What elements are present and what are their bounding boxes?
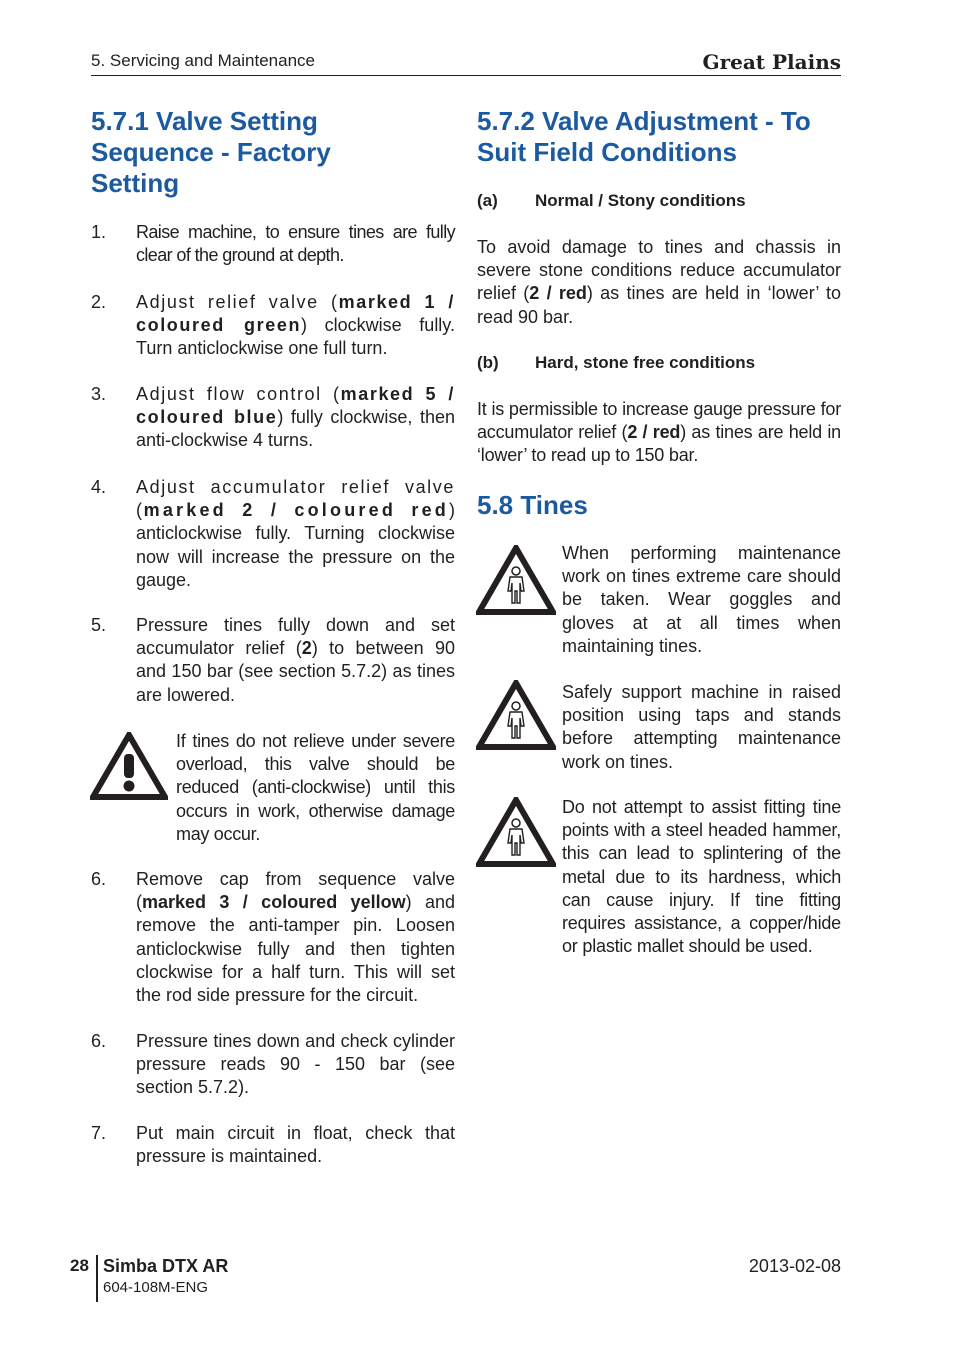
item-number: 3. <box>91 384 107 404</box>
warning-text-tines-care: When performing maintenance work on tines extreme care should be taken. Wear goggles and gloves at at all times when maintaining tines. <box>562 543 841 656</box>
item-text: Raise machine, to ensure tines are fully clear of the ground at depth. <box>136 222 455 266</box>
item-text: Adjust relief valve (marked 1 / coloured green) clockwise fully. Turn anticlockwise one full turn. <box>136 292 455 359</box>
warning-person-icon <box>476 545 556 615</box>
list-item <box>91 1122 455 1168</box>
footer-date: 2013-02-08 <box>748 1256 841 1276</box>
list-item <box>91 868 455 1007</box>
footer-divider <box>96 1255 98 1302</box>
item-text: Pressure tines fully down and set accumulator relief (2) to between 90 and 150 bar (see section 5.7.2) as tines are lowered. <box>136 615 455 705</box>
footer-model: Simba DTX AR <box>103 1256 229 1276</box>
item-text: Adjust accumulator relief valve (marked 2 / coloured red) anticlockwise fully. Turning clockwise now will increase the pressure on the gauge. <box>136 477 455 590</box>
footer-doc-code: 604-108M-ENG <box>103 1279 209 1296</box>
item-number: 7. <box>91 1123 107 1143</box>
item-number: 4. <box>91 477 107 497</box>
header-divider <box>91 75 841 76</box>
list-item <box>91 291 455 361</box>
item-number: 2. <box>91 292 107 312</box>
heading-valve-adjustment: 5.7.2 Valve Adjustment - To Suit Field Conditions <box>477 106 811 167</box>
warning-text-valve: If tines do not relieve under severe overload, this valve should be reduced (anti-clockwise) until this occurs in work, otherwise damage may occur. <box>176 731 455 844</box>
warning-text-support-machine: Safely support machine in raised position using taps and stands before attempting maintenance work on tines. <box>562 682 841 772</box>
item-text: Put main circuit in float, check that pressure is maintained. <box>136 1123 455 1167</box>
list-item <box>91 221 455 267</box>
paragraph-normal-stony: To avoid damage to tines and chassis in severe stone conditions reduce accumulator relief (2 / red) as tines are held in ‘lower’ to read 90 bar. <box>477 237 841 327</box>
item-text: Adjust flow control (marked 5 / coloured blue) fully clockwise, then anti-clockwise 4 turns. <box>136 384 455 451</box>
item-text: Pressure tines down and check cylinder pressure reads 90 - 150 bar (see section 5.7.2). <box>136 1031 455 1098</box>
item-text: Remove cap from sequence valve (marked 3 / coloured yellow) and remove the anti-tamper pin. Loosen anticlockwise fully and then tighten clockwise for a half turn. This will set the rod side pressure for the circuit. <box>136 869 455 1006</box>
warning-person-icon <box>476 797 556 867</box>
item-number: 5. <box>91 615 107 635</box>
paragraph-hard-stone-free: It is permissible to increase gauge pressure for accumulator relief (2 / red) as tines are held in ‘lower’ to read up to 150 bar. <box>477 399 841 466</box>
warning-text-hammer: Do not attempt to assist fitting tine points with a steel headed hammer, this can lead to splintering of the metal due to its hardness, which can cause injury. If tine fitting requires assistance, a copper/hide or plastic mallet should be used. <box>562 797 841 957</box>
list-item <box>91 1030 455 1100</box>
warning-exclamation-icon <box>90 732 168 800</box>
item-number: 6. <box>91 1031 107 1051</box>
subheading-hard-stone-free: (b) Hard, stone free conditions <box>477 353 756 372</box>
list-item <box>91 476 455 592</box>
header-section-title: 5. Servicing and Maintenance <box>91 51 315 70</box>
list-item <box>91 383 455 453</box>
item-number: 1. <box>91 222 107 242</box>
page-number: 28 <box>70 1256 89 1275</box>
list-item <box>91 614 455 707</box>
brand-logo: Great Plains <box>702 50 841 74</box>
heading-valve-setting-sequence: 5.7.1 Valve Setting Sequence - Factory Setting <box>91 106 331 198</box>
item-number: 6. <box>91 869 107 889</box>
heading-tines: 5.8 Tines <box>477 490 588 520</box>
subheading-normal-stony: (a) Normal / Stony conditions <box>477 191 746 210</box>
warning-person-icon <box>476 680 556 750</box>
